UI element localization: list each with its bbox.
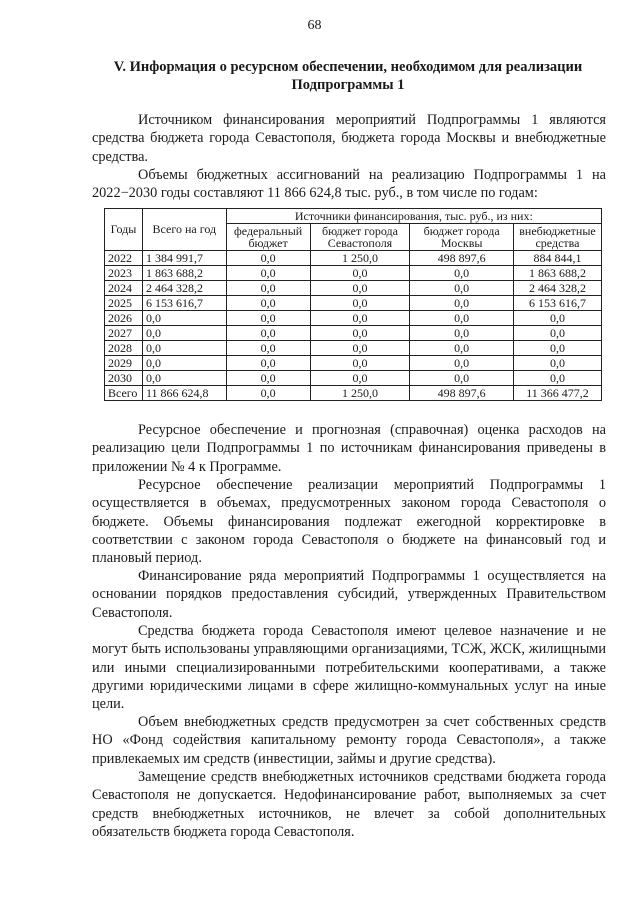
table-row <box>105 311 602 326</box>
cell-msk: 0,0 <box>410 266 514 281</box>
page-number: 68 <box>307 18 322 33</box>
cell-msk: 0,0 <box>410 326 514 341</box>
cell-year: 2022 <box>105 251 143 266</box>
cell-fed: 0,0 <box>226 371 310 386</box>
cell-msk: 498 897,6 <box>410 386 514 401</box>
paragraph-budget-volume: Объемы бюджетных ассигнований на реализацию Подпрограммы 1 на 2022−2030 годы составляют 11 866 624,8 тыс. руб., в том числе по годам: <box>92 167 606 202</box>
cell-ext: 2 464 328,2 <box>513 281 601 296</box>
table-row <box>105 281 602 296</box>
cell-ext: 0,0 <box>513 356 601 371</box>
cell-sev: 0,0 <box>310 281 410 296</box>
cell-msk: 0,0 <box>410 341 514 356</box>
cell-fed: 0,0 <box>226 251 310 266</box>
cell-year: 2026 <box>105 311 143 326</box>
cell-msk: 0,0 <box>410 311 514 326</box>
cell-msk: 0,0 <box>410 296 514 311</box>
table-row <box>105 356 602 371</box>
cell-ext: 1 863 688,2 <box>513 266 601 281</box>
cell-sev: 0,0 <box>310 296 410 311</box>
cell-total: 0,0 <box>142 326 226 341</box>
cell-fed: 0,0 <box>226 386 310 401</box>
cell-total: 11 866 624,8 <box>142 386 226 401</box>
header-federal: федеральный бюджет <box>226 224 310 251</box>
cell-year: 2030 <box>105 371 143 386</box>
cell-year: 2024 <box>105 281 143 296</box>
cell-total: 0,0 <box>142 371 226 386</box>
cell-ext: 0,0 <box>513 341 601 356</box>
heading-line-2: Подпрограммы 1 <box>291 77 405 93</box>
cell-ext: 11 366 477,2 <box>513 386 601 401</box>
table-row <box>105 266 602 281</box>
section-heading <box>92 58 604 94</box>
cell-total: 6 153 616,7 <box>142 296 226 311</box>
table-row <box>105 341 602 356</box>
cell-year: 2029 <box>105 356 143 371</box>
header-total: Всего на год <box>142 209 226 251</box>
cell-year: 2028 <box>105 341 143 356</box>
cell-ext: 0,0 <box>513 326 601 341</box>
financing-table <box>104 208 602 401</box>
paragraph-funding-sources: Источником финансирования мероприятий Подпрограммы 1 являются средства бюджета города Севастополя, бюджета города Москвы и внебюджетные средства. <box>92 112 606 165</box>
paragraph-subsidies: Финансирование ряда мероприятий Подпрограммы 1 осуществляется на основании порядков предоставления субсидий, утвержденных Правительством Севастополя. <box>92 568 606 621</box>
cell-year: 2023 <box>105 266 143 281</box>
paragraph-substitution: Замещение средств внебюджетных источников средствами бюджета города Севастополя не допускается. Недофинансирование работ, выполняемых за счет средств внебюджетных источников, не влечет за собой дополнительных обязательств бюджета города Севастополя. <box>92 769 606 840</box>
cell-sev: 0,0 <box>310 356 410 371</box>
cell-msk: 0,0 <box>410 281 514 296</box>
cell-year: 2025 <box>105 296 143 311</box>
paragraph-target-use: Средства бюджета города Севастополя имеют целевое назначение и не могут быть использованы управляющими организациями, ТСЖ, ЖСК, жилищными или иными специализированными потребительскими кооперативами, а также другими юридическими лицами в сфере жилищно-коммунальных услуг на иные цели. <box>92 623 606 713</box>
cell-msk: 0,0 <box>410 371 514 386</box>
cell-fed: 0,0 <box>226 311 310 326</box>
cell-ext: 0,0 <box>513 311 601 326</box>
cell-msk: 498 897,6 <box>410 251 514 266</box>
cell-ext: 6 153 616,7 <box>513 296 601 311</box>
cell-sev: 0,0 <box>310 341 410 356</box>
table-row <box>105 326 602 341</box>
cell-fed: 0,0 <box>226 296 310 311</box>
cell-sev: 0,0 <box>310 266 410 281</box>
cell-msk: 0,0 <box>410 356 514 371</box>
cell-ext: 0,0 <box>513 371 601 386</box>
heading-line-1: V. Информация о ресурсном обеспечении, необходимом для реализации <box>113 59 583 75</box>
paragraph-resource-volumes: Ресурсное обеспечение реализации мероприятий Подпрограммы 1 осуществляется в объемах, предусмотренных законом города Севастополя о бюджете. Объемы финансирования подлежат ежегодной корректировке в соответствии с законом города Севастополя о бюджете на финансовый год и плановый период. <box>92 477 606 567</box>
table-row <box>105 371 602 386</box>
table-row <box>105 386 602 401</box>
cell-fed: 0,0 <box>226 266 310 281</box>
cell-sev: 0,0 <box>310 311 410 326</box>
table-row <box>105 296 602 311</box>
cell-total: 0,0 <box>142 311 226 326</box>
paragraph-extrabudget: Объем внебюджетных средств предусмотрен за счет собственных средств НО «Фонд содействия капитальному ремонту города Севастополя», а также привлекаемых им средств (инвестиции, займы и другие средства). <box>92 714 606 767</box>
cell-total: 1 384 991,7 <box>142 251 226 266</box>
cell-fed: 0,0 <box>226 326 310 341</box>
cell-sev: 0,0 <box>310 371 410 386</box>
cell-sev: 1 250,0 <box>310 386 410 401</box>
cell-total: 2 464 328,2 <box>142 281 226 296</box>
cell-year: 2027 <box>105 326 143 341</box>
cell-sev: 1 250,0 <box>310 251 410 266</box>
header-year: Годы <box>105 209 143 251</box>
cell-total: 0,0 <box>142 341 226 356</box>
header-moscow: бюджет города Москвы <box>410 224 514 251</box>
cell-ext: 884 844,1 <box>513 251 601 266</box>
cell-fed: 0,0 <box>226 356 310 371</box>
cell-sev: 0,0 <box>310 326 410 341</box>
cell-fed: 0,0 <box>226 281 310 296</box>
cell-total: 0,0 <box>142 356 226 371</box>
table-body <box>105 251 602 401</box>
header-extrabudget: внебюджетные средства <box>513 224 601 251</box>
cell-total: 1 863 688,2 <box>142 266 226 281</box>
table-header-row <box>105 209 602 224</box>
table-row <box>105 251 602 266</box>
cell-year: Всего <box>105 386 143 401</box>
cell-fed: 0,0 <box>226 341 310 356</box>
header-group: Источники финансирования, тыс. руб., из них: <box>226 209 601 224</box>
paragraph-resource-estimate: Ресурсное обеспечение и прогнозная (справочная) оценка расходов на реализацию цели Подпрограммы 1 по источникам финансирования приведены в приложении № 4 к Программе. <box>92 422 606 475</box>
header-sevastopol: бюджет города Севастополя <box>310 224 410 251</box>
